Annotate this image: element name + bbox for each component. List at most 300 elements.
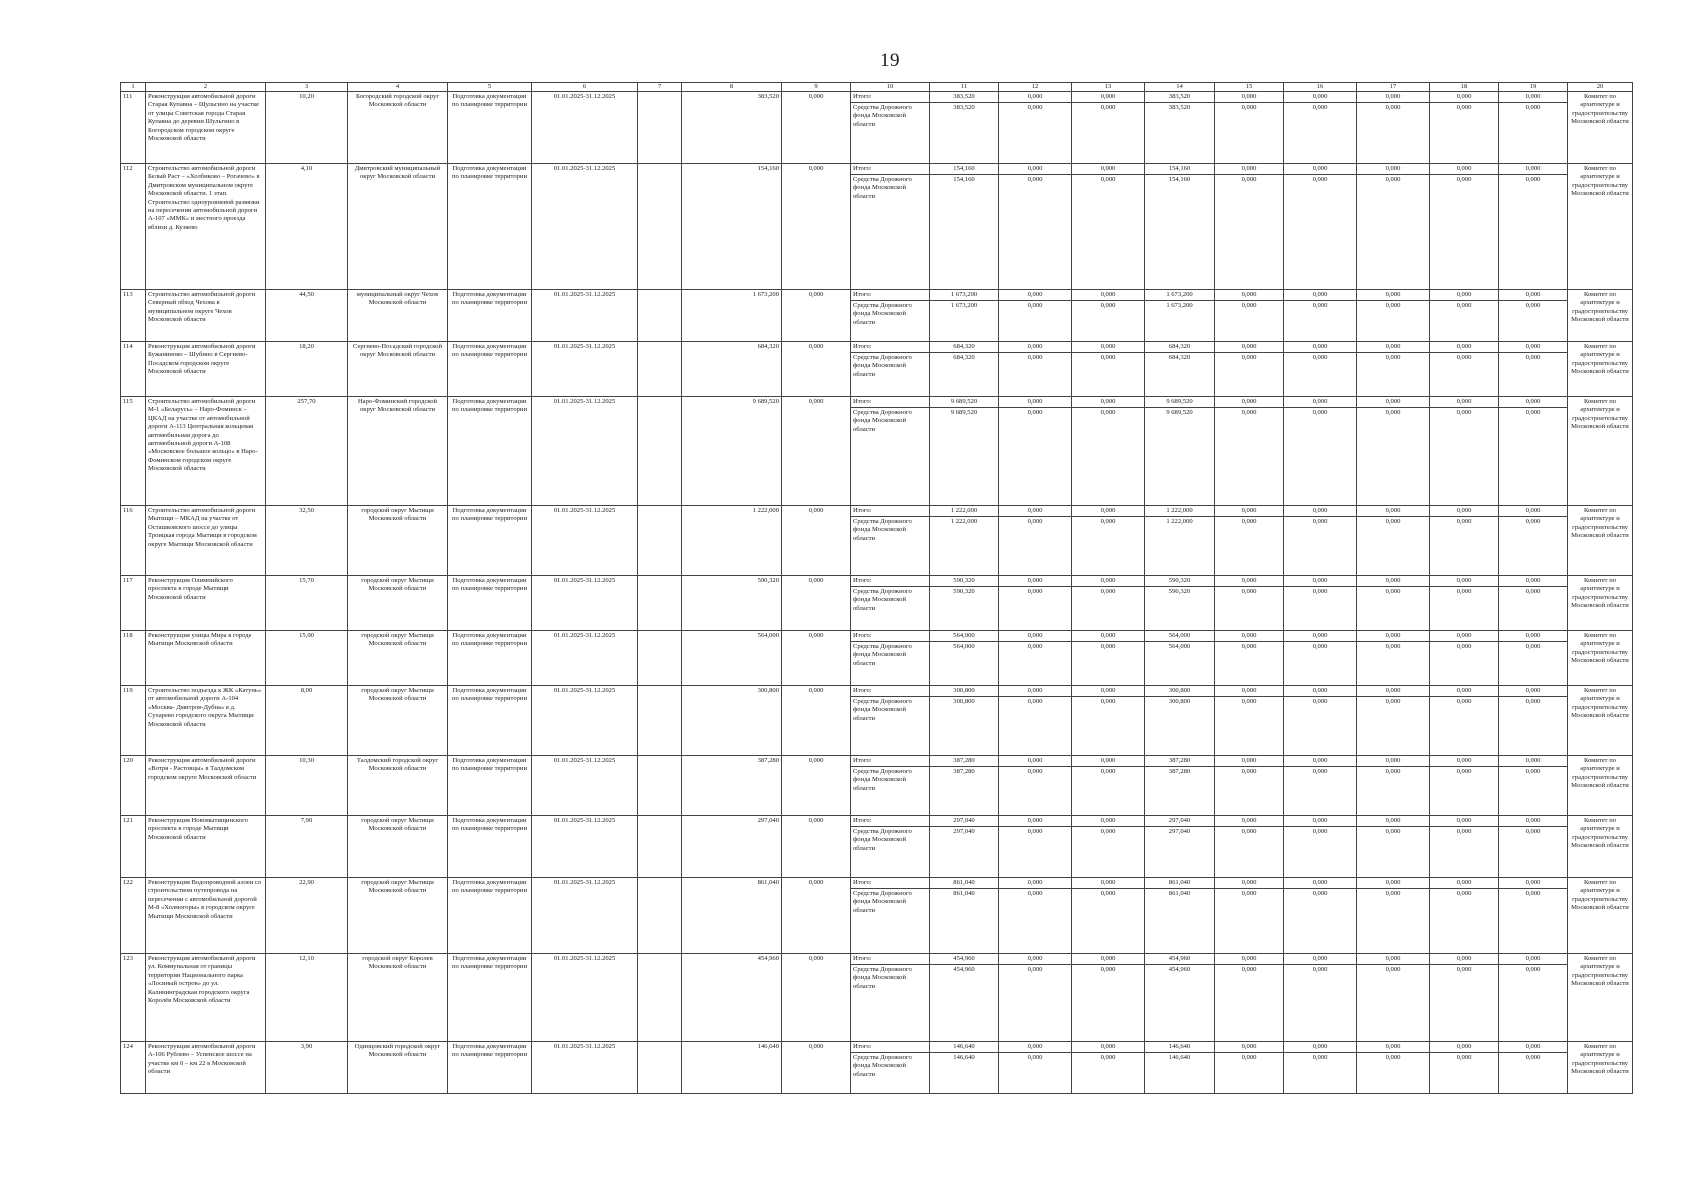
column-19-value (1499, 506, 1568, 576)
column-19-value-total: 0,000 (1499, 687, 1567, 697)
work-type: Подготовка документации по планировке территории (448, 342, 532, 397)
column-17-value (1357, 816, 1430, 878)
column-16-value-source: 0,000 (1312, 354, 1328, 361)
column-12-value (999, 954, 1072, 1042)
column-19-value-total: 0,000 (1499, 879, 1567, 889)
column-15-value-source: 0,000 (1241, 1054, 1257, 1061)
column-header-19: 19 (1499, 83, 1568, 92)
column-header-17: 17 (1357, 83, 1430, 92)
column-11-value-source: 590,320 (953, 588, 975, 595)
column-15-value-total: 0,000 (1215, 507, 1283, 517)
column-12-value-source: 0,000 (1027, 354, 1043, 361)
column-15-value-total: 0,000 (1215, 291, 1283, 301)
column-17-value-source: 0,000 (1385, 104, 1401, 111)
column-14-value-source: 1 222,000 (1166, 518, 1193, 525)
row-number: 113 (121, 290, 146, 342)
financing-source-source: Средства Дорожного фонда Московской области (853, 354, 912, 378)
column-11-value (930, 1042, 999, 1094)
work-period: 01.01.2025-31.12.2025 (532, 1042, 638, 1094)
financing-source-source: Средства Дорожного фонда Московской области (853, 176, 912, 200)
municipality: городской округ Мытищи Московской области (348, 686, 448, 756)
object-name: Реконструкция автомобильной дороги «Вотря - Растовцы» в Талдомском городском округе Московской области (146, 756, 266, 816)
column-14-value (1145, 686, 1215, 756)
column-header-1: 1 (121, 83, 146, 92)
column-18-value-source: 0,000 (1456, 104, 1472, 111)
column-16-value-source: 0,000 (1312, 966, 1328, 973)
column-13-value-total: 0,000 (1072, 632, 1144, 642)
column-17-value-total: 0,000 (1357, 955, 1429, 965)
column-13-value (1072, 816, 1145, 878)
column-11-value (930, 506, 999, 576)
column-19-value (1499, 878, 1568, 954)
column-7-value (638, 878, 682, 954)
financing-source-source: Средства Дорожного фонда Московской области (853, 1054, 912, 1078)
work-period: 01.01.2025-31.12.2025 (532, 506, 638, 576)
column-12-value-source: 0,000 (1027, 828, 1043, 835)
column-17-value-total: 0,000 (1357, 291, 1429, 301)
column-18-value (1430, 397, 1499, 506)
column-7-value (638, 631, 682, 686)
object-length: 3,90 (266, 1042, 348, 1094)
column-7-value (638, 816, 682, 878)
column-15-value (1215, 816, 1284, 878)
financing-source-source: Средства Дорожного фонда Московской области (853, 104, 912, 128)
column-14-value-source: 154,160 (1168, 176, 1191, 183)
column-15-value-total: 0,000 (1215, 1043, 1283, 1053)
column-14-value (1145, 290, 1215, 342)
column-18-value-source: 0,000 (1456, 302, 1472, 309)
financing-source-source: Средства Дорожного фонда Московской области (853, 698, 912, 722)
executor: Комитет по архитектуре и градостроительству Московской области (1568, 1042, 1633, 1094)
column-11-value-source: 9 689,520 (950, 409, 978, 416)
column-9-value: 0,000 (782, 506, 851, 576)
column-15-value-total: 0,000 (1215, 757, 1283, 767)
column-8-value: 9 689,520 (682, 397, 782, 506)
work-type: Подготовка документации по планировке территории (448, 954, 532, 1042)
executor: Комитет по архитектуре и градостроительству Московской области (1568, 506, 1633, 576)
column-12-value-total: 0,000 (999, 879, 1071, 889)
column-8-value: 564,000 (682, 631, 782, 686)
column-9-value: 0,000 (782, 954, 851, 1042)
column-header-5: 5 (448, 83, 532, 92)
column-11-value-source: 297,040 (953, 828, 975, 835)
financing-source (851, 1042, 930, 1094)
column-18-value-total: 0,000 (1430, 343, 1498, 353)
column-9-value: 0,000 (782, 92, 851, 164)
column-11-value-source: 564,000 (953, 643, 975, 650)
column-16-value (1284, 342, 1357, 397)
column-18-value-total: 0,000 (1430, 817, 1498, 827)
row-number: 123 (121, 954, 146, 1042)
column-19-value (1499, 576, 1568, 631)
column-18-value-source: 0,000 (1456, 643, 1472, 650)
work-type: Подготовка документации по планировке территории (448, 576, 532, 631)
column-17-value (1357, 290, 1430, 342)
column-11-value-total: 564,000 (930, 632, 998, 642)
row-number: 117 (121, 576, 146, 631)
column-15-value-source: 0,000 (1241, 302, 1257, 309)
column-13-value (1072, 506, 1145, 576)
column-14-value-source: 146,640 (1168, 1054, 1191, 1061)
column-16-value-total: 0,000 (1284, 687, 1356, 697)
column-16-value (1284, 92, 1357, 164)
column-15-value-total: 0,000 (1215, 687, 1283, 697)
column-9-value: 0,000 (782, 397, 851, 506)
column-18-value-total: 0,000 (1430, 291, 1498, 301)
column-13-value-total: 0,000 (1072, 93, 1144, 103)
column-8-value: 1 673,200 (682, 290, 782, 342)
column-7-value (638, 1042, 682, 1094)
column-14-value-source: 9 689,520 (1166, 409, 1193, 416)
executor: Комитет по архитектуре и градостроительству Московской области (1568, 576, 1633, 631)
object-length: 44,50 (266, 290, 348, 342)
financing-source-source: Средства Дорожного фонда Московской области (853, 768, 912, 792)
column-11-value-source: 387,280 (953, 768, 975, 775)
column-12-value-source: 0,000 (1027, 302, 1043, 309)
municipality: городской округ Мытищи Московской области (348, 631, 448, 686)
financing-source (851, 816, 930, 878)
column-12-value (999, 164, 1072, 290)
column-18-value-source: 0,000 (1456, 1054, 1472, 1061)
column-19-value-total: 0,000 (1499, 398, 1567, 408)
column-14-value-source: 564,000 (1168, 643, 1191, 650)
column-12-value-total: 0,000 (999, 398, 1071, 408)
financing-source-total: Итого: (851, 817, 929, 827)
column-12-value (999, 878, 1072, 954)
column-18-value-total: 0,000 (1430, 398, 1498, 408)
municipality: муниципальный округ Чехов Московской области (348, 290, 448, 342)
column-16-value-total: 0,000 (1284, 632, 1356, 642)
column-12-value-total: 0,000 (999, 507, 1071, 517)
column-18-value (1430, 506, 1499, 576)
column-9-value: 0,000 (782, 576, 851, 631)
column-19-value (1499, 686, 1568, 756)
column-12-value-source: 0,000 (1027, 104, 1043, 111)
column-12-value-source: 0,000 (1027, 1054, 1043, 1061)
column-18-value-source: 0,000 (1456, 828, 1472, 835)
work-type: Подготовка документации по планировке территории (448, 631, 532, 686)
column-16-value-source: 0,000 (1312, 768, 1328, 775)
column-12-value (999, 290, 1072, 342)
column-header-3: 3 (266, 83, 348, 92)
column-17-value-source: 0,000 (1385, 588, 1401, 595)
column-14-value-total: 454,960 (1145, 955, 1214, 965)
column-11-value (930, 878, 999, 954)
column-16-value-total: 0,000 (1284, 398, 1356, 408)
column-15-value (1215, 878, 1284, 954)
column-15-value-total: 0,000 (1215, 398, 1283, 408)
column-12-value (999, 397, 1072, 506)
object-name: Реконструкция автомобильной дороги Старая Купавна – Щульгино на участке от улицы Советская города Старая Купавна до деревни Шульгино в Богородском городском округе Московской области (146, 92, 266, 164)
column-19-value-source: 0,000 (1525, 302, 1541, 309)
column-19-value (1499, 92, 1568, 164)
executor: Комитет по архитектуре и градостроительству Московской области (1568, 954, 1633, 1042)
municipality: городской округ Королев Московской области (348, 954, 448, 1042)
column-14-value (1145, 576, 1215, 631)
column-17-value-source: 0,000 (1385, 409, 1401, 416)
column-15-value-source: 0,000 (1241, 588, 1257, 595)
financing-source-total: Итого: (851, 507, 929, 517)
financing-source (851, 954, 930, 1042)
column-header-10: 10 (851, 83, 930, 92)
work-period: 01.01.2025-31.12.2025 (532, 756, 638, 816)
financing-source-total: Итого: (851, 165, 929, 175)
work-type: Подготовка документации по планировке территории (448, 878, 532, 954)
table-row (121, 576, 1633, 631)
column-11-value (930, 954, 999, 1042)
column-19-value-source: 0,000 (1525, 828, 1541, 835)
municipality: городской округ Мытищи Московской области (348, 878, 448, 954)
column-12-value-total: 0,000 (999, 577, 1071, 587)
financing-source-total: Итого: (851, 687, 929, 697)
row-number: 114 (121, 342, 146, 397)
column-14-value-total: 297,040 (1145, 817, 1214, 827)
column-15-value (1215, 290, 1284, 342)
column-13-value-source: 0,000 (1100, 643, 1116, 650)
column-11-value-source: 454,960 (953, 966, 975, 973)
object-name: Реконструкция автомобильной дороги А-106 Рублево – Успенское шоссе на участке км 0 – км 22 в Московской области (146, 1042, 266, 1094)
table-row (121, 756, 1633, 816)
column-17-value-total: 0,000 (1357, 93, 1429, 103)
object-name: Реконструкция улицы Мира в городе Мытищи Московской области (146, 631, 266, 686)
column-9-value: 0,000 (782, 290, 851, 342)
table-row (121, 686, 1633, 756)
table-row (121, 164, 1633, 290)
column-13-value-total: 0,000 (1072, 507, 1144, 517)
column-16-value (1284, 954, 1357, 1042)
object-name: Строительство подъезда к ЖК «Катунь» от автомобильной дороги А-104 «Москва- Дмитров-Дубна» в д. Сухарево городского округа Мытищи Московской области (146, 686, 266, 756)
column-12-value-total: 0,000 (999, 687, 1071, 697)
column-15-value (1215, 92, 1284, 164)
table-row (121, 92, 1633, 164)
column-9-value: 0,000 (782, 1042, 851, 1094)
table-row (121, 506, 1633, 576)
column-header-6: 6 (532, 83, 638, 92)
column-12-value (999, 631, 1072, 686)
column-13-value (1072, 954, 1145, 1042)
column-18-value-source: 0,000 (1456, 698, 1472, 705)
financing-source (851, 506, 930, 576)
column-14-value-total: 684,320 (1145, 343, 1214, 353)
column-18-value-total: 0,000 (1430, 1043, 1498, 1053)
financing-source-total: Итого: (851, 398, 929, 408)
financing-source-source: Средства Дорожного фонда Московской области (853, 302, 912, 326)
municipality: городской округ Мытищи Московской области (348, 816, 448, 878)
column-11-value-total: 297,040 (930, 817, 998, 827)
table-row (121, 397, 1633, 506)
column-14-value (1145, 506, 1215, 576)
work-period: 01.01.2025-31.12.2025 (532, 92, 638, 164)
column-16-value-source: 0,000 (1312, 890, 1328, 897)
executor: Комитет по архитектуре и градостроительству Московской области (1568, 397, 1633, 506)
column-7-value (638, 686, 682, 756)
column-13-value (1072, 290, 1145, 342)
financing-source-total: Итого: (851, 955, 929, 965)
column-19-value-total: 0,000 (1499, 757, 1567, 767)
column-15-value-source: 0,000 (1241, 104, 1257, 111)
column-11-value (930, 756, 999, 816)
column-14-value (1145, 816, 1215, 878)
row-number: 121 (121, 816, 146, 878)
work-period: 01.01.2025-31.12.2025 (532, 816, 638, 878)
column-19-value-source: 0,000 (1525, 768, 1541, 775)
column-12-value (999, 576, 1072, 631)
financing-source-total: Итого: (851, 757, 929, 767)
column-17-value-source: 0,000 (1385, 518, 1401, 525)
column-17-value (1357, 756, 1430, 816)
column-17-value (1357, 1042, 1430, 1094)
column-12-value-source: 0,000 (1027, 890, 1043, 897)
column-14-value (1145, 954, 1215, 1042)
column-8-value: 154,160 (682, 164, 782, 290)
column-13-value-total: 0,000 (1072, 343, 1144, 353)
column-12-value-total: 0,000 (999, 93, 1071, 103)
column-19-value-total: 0,000 (1499, 955, 1567, 965)
column-17-value-source: 0,000 (1385, 176, 1401, 183)
row-number: 115 (121, 397, 146, 506)
column-16-value (1284, 756, 1357, 816)
financing-source-source: Средства Дорожного фонда Московской области (853, 518, 912, 542)
column-8-value: 297,040 (682, 816, 782, 878)
column-13-value (1072, 164, 1145, 290)
column-13-value-total: 0,000 (1072, 757, 1144, 767)
column-7-value (638, 164, 682, 290)
column-17-value-total: 0,000 (1357, 632, 1429, 642)
object-name: Реконструкция автомобильной дороги ул. Коммунальная от границы территории Национального парка «Лосиный остров» до ул. Калининградская городского округа Королёв Московской области (146, 954, 266, 1042)
column-19-value-total: 0,000 (1499, 507, 1567, 517)
executor: Комитет по архитектуре и градостроительству Московской области (1568, 631, 1633, 686)
column-15-value (1215, 397, 1284, 506)
column-header-2: 2 (146, 83, 266, 92)
column-15-value-total: 0,000 (1215, 343, 1283, 353)
column-13-value-total: 0,000 (1072, 577, 1144, 587)
column-14-value-total: 1 673,200 (1145, 291, 1214, 301)
column-11-value-total: 387,280 (930, 757, 998, 767)
column-15-value-source: 0,000 (1241, 768, 1257, 775)
column-17-value-total: 0,000 (1357, 757, 1429, 767)
column-12-value-total: 0,000 (999, 817, 1071, 827)
executor: Комитет по архитектуре и градостроительству Московской области (1568, 816, 1633, 878)
column-18-value (1430, 631, 1499, 686)
column-12-value-total: 0,000 (999, 165, 1071, 175)
column-15-value (1215, 1042, 1284, 1094)
column-11-value-total: 154,160 (930, 165, 998, 175)
row-number: 111 (121, 92, 146, 164)
municipality: городской округ Мытищи Московской области (348, 506, 448, 576)
financing-source-total: Итого: (851, 1043, 929, 1053)
column-14-value (1145, 1042, 1215, 1094)
column-13-value-total: 0,000 (1072, 291, 1144, 301)
work-type: Подготовка документации по планировке территории (448, 1042, 532, 1094)
column-14-value-total: 1 222,000 (1145, 507, 1214, 517)
column-14-value-total: 590,320 (1145, 577, 1214, 587)
column-14-value-source: 590,320 (1168, 588, 1191, 595)
column-18-value-source: 0,000 (1456, 966, 1472, 973)
column-7-value (638, 397, 682, 506)
work-period: 01.01.2025-31.12.2025 (532, 878, 638, 954)
column-16-value (1284, 290, 1357, 342)
column-17-value-total: 0,000 (1357, 687, 1429, 697)
column-12-value-source: 0,000 (1027, 518, 1043, 525)
column-15-value-source: 0,000 (1241, 409, 1257, 416)
column-18-value-total: 0,000 (1430, 879, 1498, 889)
column-12-value (999, 506, 1072, 576)
column-11-value (930, 164, 999, 290)
column-11-value-total: 300,800 (930, 687, 998, 697)
column-18-value (1430, 954, 1499, 1042)
column-13-value-source: 0,000 (1100, 409, 1116, 416)
column-8-value: 454,960 (682, 954, 782, 1042)
column-9-value: 0,000 (782, 164, 851, 290)
column-12-value (999, 816, 1072, 878)
column-13-value (1072, 756, 1145, 816)
executor: Комитет по архитектуре и градостроительству Московской области (1568, 878, 1633, 954)
column-19-value-total: 0,000 (1499, 1043, 1567, 1053)
column-17-value-source: 0,000 (1385, 1054, 1401, 1061)
table-row (121, 816, 1633, 878)
column-19-value-total: 0,000 (1499, 291, 1567, 301)
column-8-value: 387,280 (682, 756, 782, 816)
row-number: 119 (121, 686, 146, 756)
page-number: 19 (880, 50, 900, 71)
financing-source (851, 756, 930, 816)
column-13-value (1072, 878, 1145, 954)
municipality: Сергиево-Посадский городской округ Московской области (348, 342, 448, 397)
column-18-value-source: 0,000 (1456, 768, 1472, 775)
municipality: Наро-Фоминский городской округ Московской области (348, 397, 448, 506)
column-11-value (930, 631, 999, 686)
column-11-value (930, 686, 999, 756)
object-name: Строительство автомобильной дороги Белый Раст – «Холбиково – Рогачево» в Дмитровском муниципальном округе Московской области. 1 этап. Строительство одноуровневой развязки на пересечении автомобильной дороги А-107 «ММК» и местного проезда вблизи д. Кузяево (146, 164, 266, 290)
column-11-value-source: 146,640 (953, 1054, 975, 1061)
column-11-value-total: 146,640 (930, 1043, 998, 1053)
column-16-value (1284, 164, 1357, 290)
column-12-value-total: 0,000 (999, 1043, 1071, 1053)
column-14-value-source: 297,040 (1168, 828, 1191, 835)
column-19-value (1499, 954, 1568, 1042)
column-9-value: 0,000 (782, 686, 851, 756)
column-13-value-source: 0,000 (1100, 354, 1116, 361)
column-13-value-total: 0,000 (1072, 687, 1144, 697)
financing-source (851, 92, 930, 164)
column-11-value (930, 290, 999, 342)
column-16-value-total: 0,000 (1284, 291, 1356, 301)
column-18-value (1430, 686, 1499, 756)
column-19-value (1499, 816, 1568, 878)
column-17-value-source: 0,000 (1385, 302, 1401, 309)
work-period: 01.01.2025-31.12.2025 (532, 290, 638, 342)
column-14-value-source: 861,040 (1168, 890, 1191, 897)
municipality: городской округ Мытищи Московской области (348, 576, 448, 631)
column-16-value-source: 0,000 (1312, 588, 1328, 595)
work-period: 01.01.2025-31.12.2025 (532, 164, 638, 290)
work-period: 01.01.2025-31.12.2025 (532, 342, 638, 397)
column-7-value (638, 290, 682, 342)
column-13-value-source: 0,000 (1100, 698, 1116, 705)
column-19-value-total: 0,000 (1499, 817, 1567, 827)
object-name: Реконструкция Олимпийского проспекта в городе Мытищи Московской области (146, 576, 266, 631)
column-17-value-total: 0,000 (1357, 817, 1429, 827)
column-16-value (1284, 1042, 1357, 1094)
work-period: 01.01.2025-31.12.2025 (532, 631, 638, 686)
column-16-value-total: 0,000 (1284, 817, 1356, 827)
column-13-value-source: 0,000 (1100, 588, 1116, 595)
work-type: Подготовка документации по планировке территории (448, 164, 532, 290)
column-18-value (1430, 164, 1499, 290)
column-18-value-source: 0,000 (1456, 176, 1472, 183)
financing-source-source: Средства Дорожного фонда Московской области (853, 828, 912, 852)
object-length: 15,70 (266, 576, 348, 631)
